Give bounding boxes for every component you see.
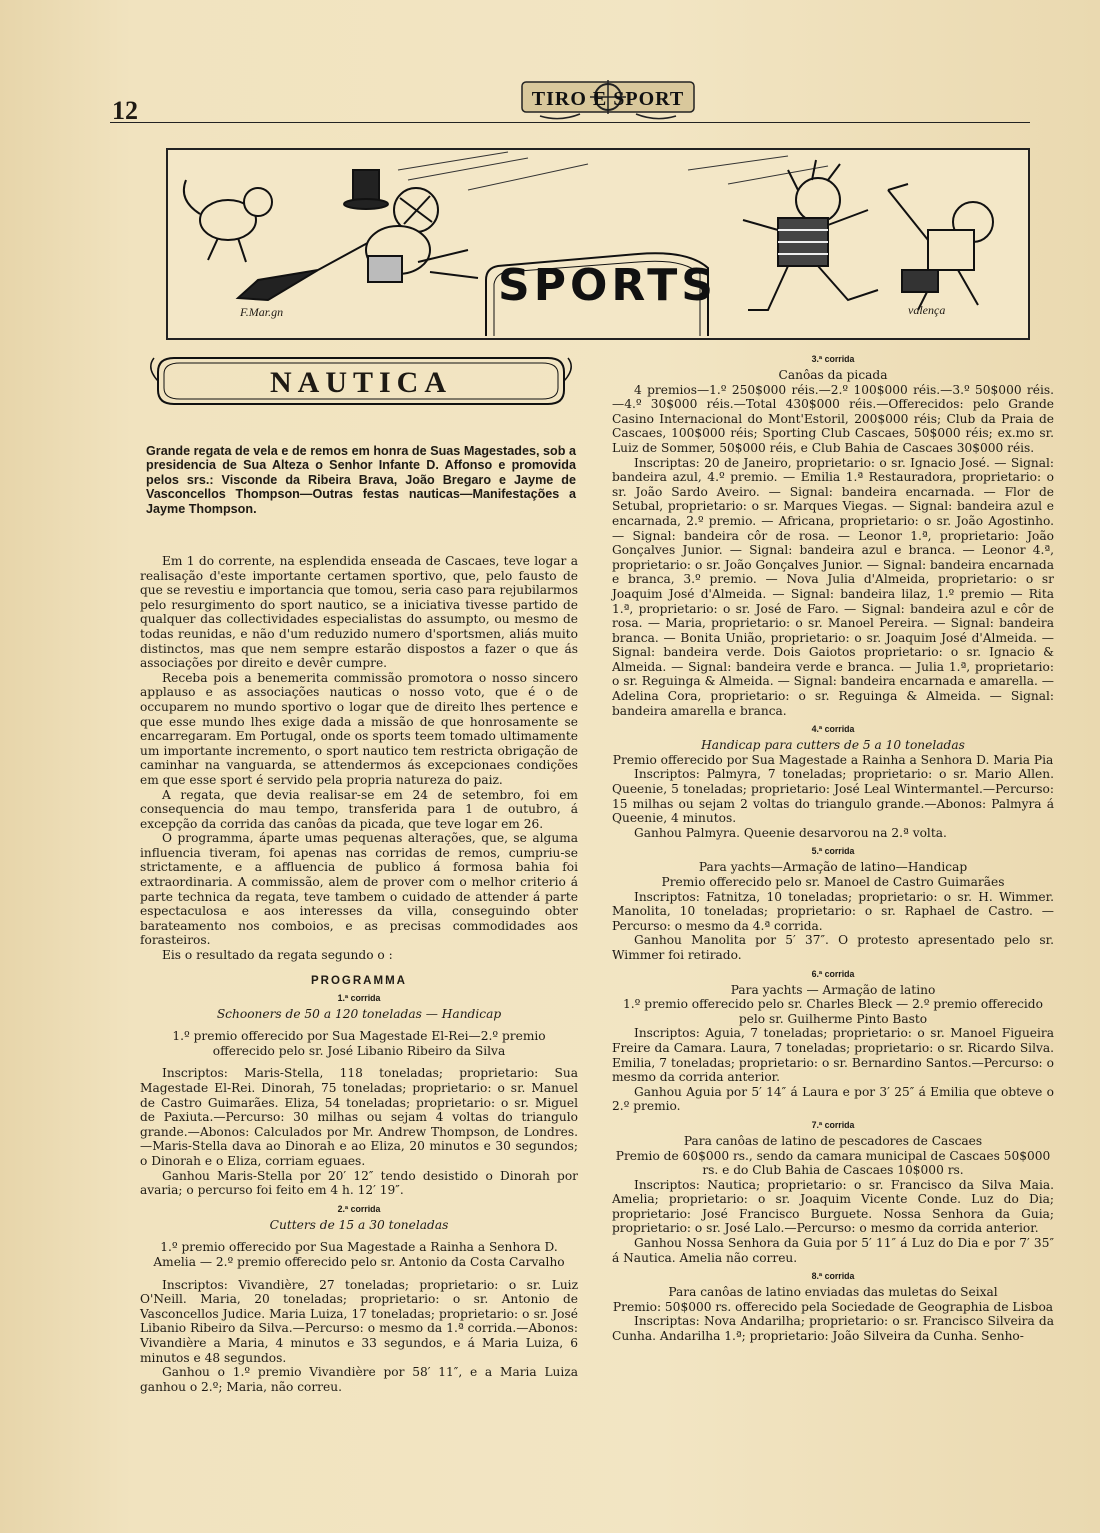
paragraph: Em 1 do corrente, na esplendida enseada de Cascaes, teve logar a realisação d'este importante certamen sportivo, que, pelo fausto de que se revestiu e importancia que tomou, seria caso para rejubilarmos pelo resurgimento do sport nautico, se a iniciativa tivesse partido de qualquer das collectividades especialistas do assumpto, ou mesmo de todas reunidas, e não d'um reduzido numero d'sportsmen, aliás muito distinctos, mas que nem sempre estarão dispostos a fazer o que ás associações por direito e devêr cumpre. [140,554,578,671]
race-7-entries: Inscriptos: Nautica; proprietario: o sr. Francisco da Silva Maia. Amelia; proprietario: o sr. Joaquim Vicente Conde. Luz do Dia; proprietario: José Francisco Burguete. Nossa Senhora da Guia; proprietario: o sr. José Lalo.—Percurso: o mesmo da corrida anterior. [612,1177,1054,1236]
race-4-entries: Inscriptos: Palmyra, 7 toneladas; proprietario: o sr. Mario Allen. Queenie, 5 toneladas; proprietario: José Leal Wintermantel.—Percurso: 15 milhas ou sejam 2 voltas do triangulo grande.—Abonos: Palmyra á Queenie, 4 minutos. [612,767,1054,826]
race-3-heading: 3.ª corrida [811,354,855,364]
race-5-prize: Premio offerecido pelo sr. Manoel de Castro Guimarães [661,875,1005,889]
race-1-title: Schooners de 50 a 120 toneladas — Handicap [216,1006,502,1021]
race-4-heading: 4.ª corrida [811,724,855,735]
race-6-title: Para yachts — Armação de latino [730,982,936,997]
race-3-entries: Inscriptas: 20 de Janeiro, proprietario: o sr. Ignacio José. — Signal: bandeira azul, 4.º premio. — Emilia 1.ª Restauradora, proprietario: o sr. João Sardo Aveiro. — Signal: bandeira encarnada. — Flor de Setubal, proprietario: o sr. Marques Viegas. — Signal: bandeira azul e encarnada, 2.º premio. — Africana, proprietario: o sr. João Agostinho. — Signal: bandeira côr de rosa. — Leonor 1.ª, proprietario: João Gonçalves Junior. — Signal: bandeira azul e branca. — Leonor 4.ª, proprietario: o sr. João Gonçalves Junior. — Signal: bandeira encarnada e branca, 3.º premio. — Nova Julia d'Almeida, proprietario: o sr Joaquim José d'Almeida. — Signal: bandeira lilaz, 1.º premio — Rita 1.ª, proprietario: o sr. José de Faro. — Signal: bandeira azul e côr de rosa. — Maria, proprietario: o sr. Manoel Pereira. — Signal: bandeira branca. — Bonita União, proprietario: o sr. Joaquim José d'Almeida. — Signal: bandeira verde. Dois Gaiotos proprietario: o sr. Ignacio & Almeida. — Signal: bandeira verde e branca. — Julia 1.ª, proprietario: o sr. Reguinga & Almeida. — Signal: bandeira encarnada e amarella. — Adelina Cora, proprietario: o sr. Reguinga & Almeida. — Signal: bandeira amarella e branca. [612,455,1054,718]
race-2-heading: 2.ª corrida [337,1203,381,1214]
masthead-title: TIRO E SPORT [531,88,685,110]
nautica-heading [146,354,576,408]
race-2-entries: Inscriptos: Vivandière, 27 toneladas; proprietario: o sr. Luiz O'Neill. Maria, 20 toneladas; proprietario: o sr. Antonio de Vasconcellos Judice. Maria Luiza, 17 toneladas; proprietario: o sr. José Libanio Ribeiro da Silva.—Percurso: o mesmo da 1.ª corrida.—Abonos: Vivandière a Maria, 4 minutos e 33 segundos, e á Maria Luiza, 6 minutos e 48 segundos. [140,1277,578,1365]
artist-signature-right: valença [908,303,946,317]
right-column [612,348,1054,1344]
race-7-result: Ganhou Nossa Senhora da Guia por 5′ 11″ á Luz do Dia e por 7′ 35″ á Nautica. Amelia não correu. [612,1236,1054,1265]
race-6-entries: Inscriptos: Aguia, 7 toneladas; proprietario: o sr. Manoel Figueira Freire da Camara. Laura, 7 toneladas; proprietario: o sr. Ricardo Silva. Emilia, 7 toneladas; proprietario: o sr. Bernardino Santos.—Percurso: o mesmo da corrida anterior. [612,1026,1054,1085]
race-8-entries: Inscriptas: Nova Andarilha; proprietario: o sr. Francisco Silveira da Cunha. Andarilha 1.ª; proprietario: João Silveira da Cunha. Senho- [612,1314,1054,1344]
race-6-prize: 1.º premio offerecido pelo sr. Charles Bleck — 2.º premio offerecido pelo sr. Guilherme Pinto Basto [623,997,1043,1026]
race-7-heading: 7.ª corrida [811,1119,855,1130]
race-3-prizes: 4 premios—1.º 250$000 réis.—2.º 100$000 réis.—3.º 50$000 réis.—4.º 30$000 réis.—Total 430$000 réis.—Offerecidos: pelo Grande Casino Internacional do Mont'Estoril, 200$000 réis; Club da Praia de Cascaes, 100$000 réis; Sporting Club Cascaes, 50$000 réis; ex.mo sr. Luiz de Sommer, 50$000 réis, e Club Bahia de Cascaes 30$000 réis. [612,382,1054,455]
race-3-title: Canôas da picada [778,368,888,382]
race-1-result: Ganhou Maris-Stella por 20′ 12″ tendo desistido o Dinorah por avaria; o percurso foi feito em 4 h. 12′ 19″. [140,1168,578,1198]
race-8-heading: 8.ª corrida [811,1271,855,1282]
race-4-prize: Premio offerecido por Sua Magestade a Rainha a Senhora D. Maria Pia [612,752,1054,767]
race-5-heading: 5.ª corrida [811,846,855,857]
race-4-title: Handicap para cutters de 5 a 10 toneladas [701,738,965,753]
race-2-title: Cutters de 15 a 30 toneladas [269,1217,449,1232]
header-rule [110,122,1030,123]
race-2-prize: 1.º premio offerecido por Sua Magestade a Rainha a Senhora D. Amelia — 2.º premio offerecido pelo sr. Antonio da Costa Carvalho [153,1240,565,1269]
race-7-title: Para canôas de latino de pescadores de Cascaes [683,1133,983,1148]
race-5-title: Para yachts—Armação de latino—Handicap [698,860,968,875]
race-1-prize: 1.º premio offerecido por Sua Magestade El-Rei—2.º premio offerecido pelo sr. José Libanio Ribeiro da Silva [172,1029,546,1058]
race-4-result: Ganhou Palmyra. Queenie desarvorou na 2.ª volta. [634,825,947,840]
programma-heading: PROGRAMMA [311,974,407,987]
race-5-entries: Inscriptos: Fatnitza, 10 toneladas; proprietario: o sr. H. Wimmer. Manolita, 10 toneladas; proprietario: o sr. Raphael de Castro. — Percurso: o mesmo da 4.ª corrida. [612,889,1054,933]
nautica-title: NAUTICA [269,366,452,399]
race-5-result: Ganhou Manolita por 5′ 37″. O protesto apresentado pelo sr. Wimmer foi retirado. [612,933,1054,962]
race-1-heading: 1.ª corrida [337,992,381,1003]
sports-title: SPORTS [498,260,717,311]
paragraph: O programma, áparte umas pequenas alterações, que, se alguma influencia tiveram, foi apenas nas corridas de remos, cumpriu-se strictamente, e a affluencia de publico á formosa bahia foi extraordinaria. A commissão, alem de prover com o melhor criterio á parte technica da regata, teve tambem o cuidado de attender á parte espectaculosa e aos interesses da villa, conseguindo obter barateamento nos comboios, e as precisas commodidades aos forasteiros. [140,831,578,948]
race-8-title: Para canôas de latino enviadas das muletas do Seixal [668,1285,998,1300]
article-subheading: Grande regata de vela e de remos em honra de Suas Magestades, sob a presidencia de Sua Alteza o Senhor Infante D. Affonso e promovida pelos srs.: Visconde da Ribeira Brava, João Bregaro e Jayme de Vasconcellos Thompson—Outras festas nauticas—Manifestações a Jayme Thompson. [146,444,576,516]
artist-signature-left: F.Mar.gn [240,305,284,319]
race-6-heading: 6.ª corrida [811,968,855,979]
page-number: 12 [112,96,138,125]
paragraph: Receba pois a benemerita commissão promotora o nosso sincero applauso e as associações nauticas o nosso voto, que é o de occuparem no mundo sportivo o logar que de direito lhes pertence e que esse mundo lhes exige dada a missão de que honrosamente se encarregaram. Em Portugal, onde os sports teem tomado ultimamente um importante incremento, o sport nautico tem restricta obrigação de caminhar na vanguarda, se attendermos ás excepcionaes condições em que esse sport é servido pela propria natureza do paiz. [140,670,578,787]
paragraph: A regata, que devia realisar-se em 24 de setembro, foi em consequencia do mau tempo, transferida para 1 de outubro, á excepção da corrida das canôas da picada, que teve logar em 26. [140,787,578,831]
race-2-result: Ganhou o 1.º premio Vivandière por 58′ 11″, e a Maria Luiza ganhou o 2.º; Maria, não correu. [140,1365,578,1394]
left-column [140,554,578,1394]
paragraph: Eis o resultado da regata segundo o : [162,948,393,963]
masthead-logo [520,76,696,122]
race-6-result: Ganhou Aguia por 5′ 14″ á Laura e por 3′ 25″ á Emilia que obteve o 2.º premio. [612,1084,1054,1114]
sports-banner-illustration [166,148,1030,340]
race-1-entries: Inscriptos: Maris-Stella, 118 toneladas; proprietario: Sua Magestade El-Rei. Dinorah, 75 toneladas; proprietario: o sr. Manuel de Castro Guimarães. Eliza, 54 toneladas; proprietario: o sr. Miguel de Paxiuta.—Percurso: 30 milhas ou sejam 4 voltas do triangulo grande.—Abonos: Calculados por Mr. Andrew Thompson, de Londres.—Maris-Stella dava ao Dinorah e ao Eliza, 20 minutos e 30 segundos; o Dinorah e o Eliza, corriam eguaes. [140,1066,578,1168]
race-7-prize: Premio de 60$000 rs., sendo da camara municipal de Cascaes 50$000 rs. e do Club Bahia de Cascaes 10$000 rs. [615,1148,1051,1178]
race-8-prize: Premio: 50$000 rs. offerecido pela Sociedade de Geographia de Lisboa [612,1299,1054,1314]
